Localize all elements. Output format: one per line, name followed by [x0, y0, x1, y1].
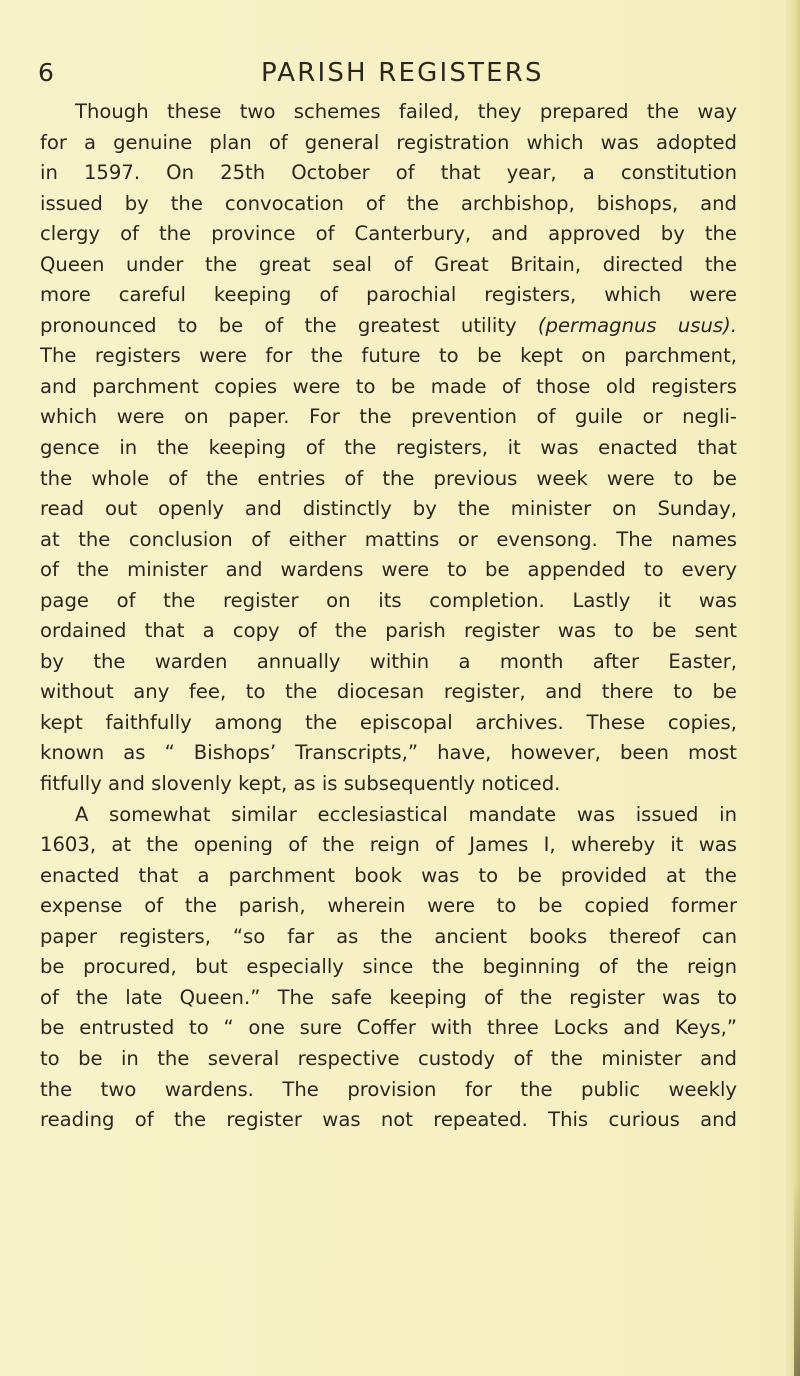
text-line: without any fee, to the diocesan register, and there to be	[40, 680, 737, 704]
text-line: and parchment copies were to be made of those old registers	[40, 374, 737, 398]
text-line: reading of the register was not repeated. This curious and	[40, 1108, 737, 1132]
text-line: the two wardens. The provision for the public weekly	[40, 1077, 737, 1101]
text-line: known as “ Bishops’ Transcripts,” have, however, been most	[40, 741, 737, 765]
text-line: of the late Queen.” The safe keeping of the register was to	[40, 985, 737, 1009]
text-line: gence in the keeping of the registers, it was enacted that	[40, 436, 737, 460]
text-line: which were on paper. For the prevention of guile or negli-	[40, 405, 737, 429]
text-line: the whole of the entries of the previous week were to be	[40, 466, 737, 490]
text-line: expense of the parish, wherein were to be copied former	[40, 894, 737, 918]
text-line: for a genuine plan of general registration which was adopted	[40, 130, 737, 154]
text-line: fitfully and slovenly kept, as is subsequently noticed.	[40, 772, 561, 796]
text-line: enacted that a parchment book was to be provided at the	[40, 863, 737, 887]
paragraph-2	[40, 800, 737, 1136]
text-line: in 1597. On 25th October of that year, a constitution	[40, 161, 737, 185]
text-line: be entrusted to “ one sure Coffer with three Locks and Keys,”	[40, 1016, 737, 1040]
text-line: The registers were for the future to be kept on parchment,	[40, 344, 737, 368]
italic-phrase: (permagnus usus).	[537, 313, 737, 337]
text-line: kept faithfully among the episcopal archives. These copies,	[40, 710, 737, 734]
text-line: page of the register on its completion. Lastly it was	[40, 588, 737, 612]
text-line: clergy of the province of Canterbury, and approved by the	[40, 222, 737, 246]
text-line: ordained that a copy of the parish register was to be sent	[40, 619, 737, 643]
running-head	[38, 58, 738, 98]
text-line: 1603, at the opening of the reign of James I, whereby it was	[40, 833, 737, 857]
text-line: Though these two schemes failed, they prepared the way	[75, 100, 737, 123]
page-edge-shadow	[794, 1180, 800, 1376]
text-line: A somewhat similar ecclesiastical mandate was issued in	[75, 802, 737, 826]
text-line: Queen under the great seal of Great Britain, directed the	[40, 252, 737, 276]
paragraph-1	[40, 97, 737, 800]
text-line: of the minister and wardens were to be appended to every	[40, 558, 737, 582]
running-title: PARISH REGISTERS	[261, 58, 544, 88]
page-edge	[786, 0, 800, 1376]
text-line: to be in the several respective custody of the minister and	[40, 1046, 737, 1070]
text-line: by the warden annually within a month after Easter,	[40, 649, 737, 673]
text-line: read out openly and distinctly by the minister on Sunday,	[40, 497, 737, 521]
text-line: more careful keeping of parochial registers, which were	[40, 283, 737, 307]
text-line: paper registers, “so far as the ancient books thereof can	[40, 924, 737, 948]
text-line: be procured, but especially since the beginning of the reign	[40, 955, 737, 979]
text-line-with-italic	[40, 311, 737, 342]
text-segment: pronounced to be of the greatest utility	[40, 313, 517, 337]
text-line: at the conclusion of either mattins or evensong. The names	[40, 527, 737, 551]
text-line: issued by the convocation of the archbishop, bishops, and	[40, 191, 737, 215]
body-text	[40, 97, 737, 1136]
page-number: 6	[38, 58, 55, 87]
